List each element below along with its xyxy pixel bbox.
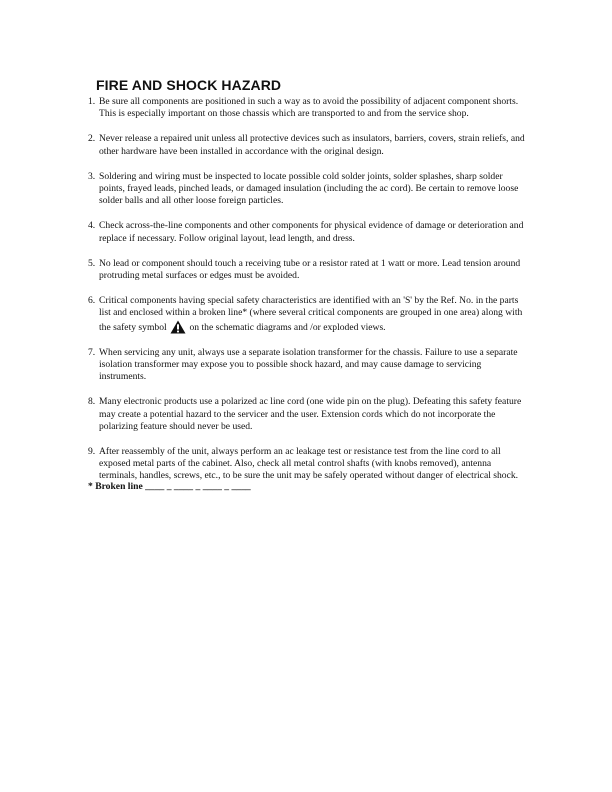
- list-number: 7.: [88, 346, 96, 358]
- list-text: on the schematic diagrams and /or exploded views.: [189, 321, 386, 333]
- list-text: Many electronic products use a polarized ac line cord (one wide pin on the plug). Defeating this safety feature may create a potential hazard to the servicer and the user. Extension cords which do not incorporate the polarizing feature should never be used.: [99, 396, 522, 432]
- list-number: 9.: [88, 446, 96, 458]
- list-item: [88, 396, 528, 433]
- list-number: 3.: [88, 170, 96, 182]
- list-item: [88, 96, 528, 120]
- list-text: Soldering and wiring must be inspected to locate possible cold solder joints, solder splashes, sharp solder points, frayed leads, pinched leads, or damaged insulation (including the ac cord). Be certain to remove loose solder balls and all other loose foreign particles.: [99, 170, 519, 207]
- list-number: 1.: [88, 96, 96, 107]
- list-text: Critical components having special safety characteristics are identified with an 'S' by the Ref. No. in the parts list and enclosed within a broken line* (where several critical components are grouped in one area) along with the safety symbol: [99, 295, 523, 333]
- list-item: [88, 220, 528, 244]
- list-number: 4.: [88, 220, 96, 232]
- list-item: [88, 133, 528, 157]
- list-item: [88, 258, 528, 282]
- list-number: 2.: [88, 133, 96, 145]
- list-text: Be sure all components are positioned in such a way as to avoid the possibility of adjacent component shorts. This is especially important on those chassis which are transported to and from the service shop.: [99, 96, 519, 120]
- list-text: Never release a repaired unit unless all protective devices such as insulators, barriers, covers, strain reliefs, and other hardware have been installed in accordance with the original design.: [99, 133, 525, 157]
- list-item: [88, 171, 528, 208]
- list-text: After reassembly of the unit, always perform an ac leakage test or resistance test from the line cord to all exposed metal parts of the cabinet. Also, check all metal control shafts (with knobs removed), antenna terminals, handles, screws, etc., to be sure the unit may be safely operated without danger of electrical shock.: [99, 446, 519, 482]
- list-item: [88, 295, 528, 334]
- warning-triangle-icon: [170, 320, 186, 334]
- list-text: No lead or component should touch a receiving tube or a resistor rated at 1 watt or more. Lead tension around protruding metal surfaces or edges must be avoided.: [99, 257, 521, 282]
- list-number: 5.: [88, 257, 96, 269]
- broken-line-footnote: * Broken line ____ _ ____ _ ____ _ ____: [88, 481, 251, 492]
- page-title: FIRE AND SHOCK HAZARD: [96, 77, 282, 93]
- list-number: 6.: [88, 295, 96, 307]
- list-number: 8.: [88, 396, 96, 408]
- list-item: [88, 446, 528, 483]
- list-text: Check across-the-line components and other components for physical evidence of damage or deterioration and replace if necessary. Follow original layout, lead length, and dress.: [99, 220, 524, 244]
- safety-list: [88, 96, 528, 496]
- list-text: When servicing any unit, always use a separate isolation transformer for the chassis. Failure to use a separate isolation transformer may expose you to possible shock hazard, and may cause damage to servicing instruments.: [99, 346, 518, 383]
- list-item: [88, 347, 528, 384]
